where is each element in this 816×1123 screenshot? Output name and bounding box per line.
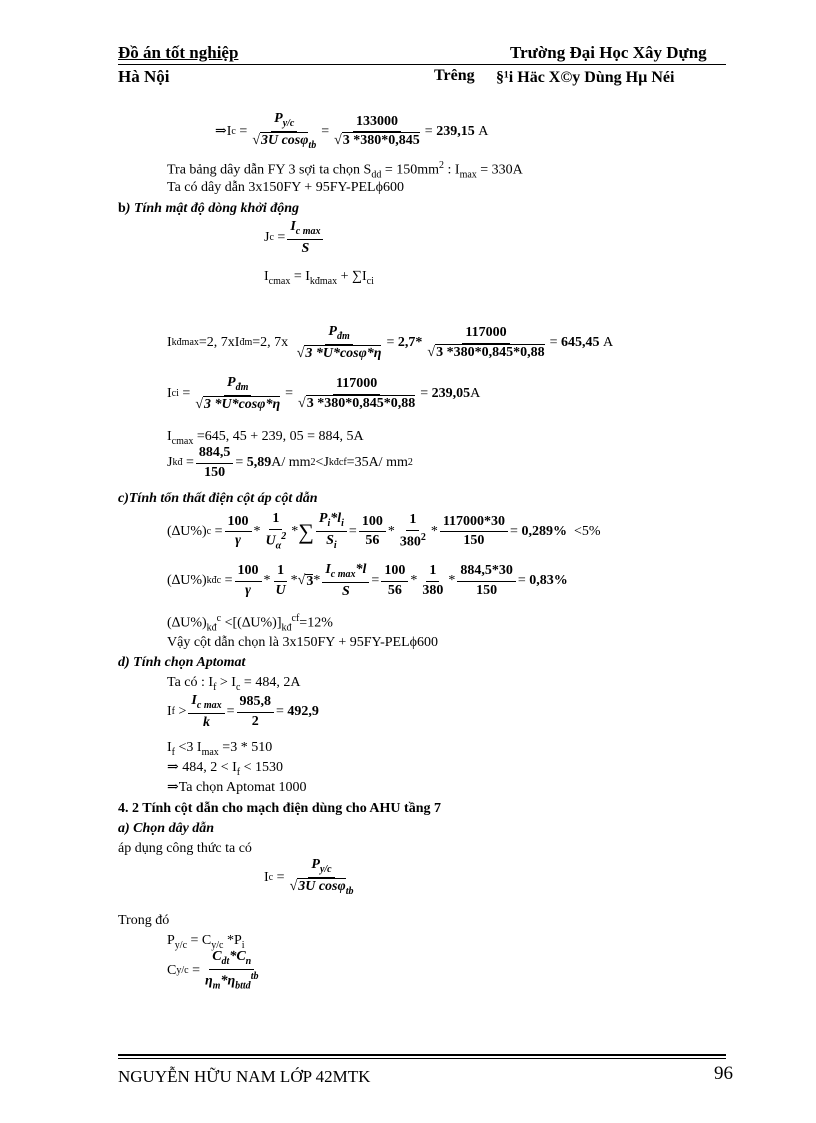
ta-co-if-line: Ta có : $I_f > I_c = 484$, 2A (167, 675, 301, 693)
delta-u-kd-equation: (∆U%) kđ c = $\frac{100}{\gamma}$ * $\frac{1}{U}$ *√ 3 * $\frac{I_{c max}*l}{S}$ = $\frac{100}{56}$ * $\frac{1}{380}$ * $\frac{884,5*30}{150}$ = 0,83% (167, 562, 568, 600)
if-3imax-line: $I_f <3$ $I_{max} =3 * 510$ (167, 740, 273, 758)
icmax-definition: $I_{cmax} = I_{kđmax} + \sum I_{ci}$ (264, 269, 374, 287)
footer-rule-thick (118, 1054, 726, 1056)
ikdmax-equation: I kđmax =2, 7xI đm =2, 7x $\frac{P_{đm}}{√3 *U*\cos\varphi*\eta}$ = 2,7* $\frac{117000}{√3 *380*0,845*0,88}$ = 645,45 A (167, 324, 614, 362)
header-right-line2b: §¹i Häc X©y Dùng Hµ Néi (496, 69, 675, 86)
icmax-calc-line: $I_{cmax} =645$, 45 + 239, 05 = 884, 5A (167, 429, 364, 447)
section-b-title: b) Tính mật độ dòng khởi động (118, 201, 300, 216)
ic2-equation: I c = $\frac{P_{y/c}}{√3U \cos\varphi_{tb}}$ (264, 857, 354, 898)
footer-author: NGUYỄN HỮU NAM LỚP 42MTK (118, 1067, 371, 1086)
jc-equation: J c = $\frac{I_{c max}}{S}$ (264, 220, 325, 257)
header-left-line2: Hà Nội (118, 67, 170, 86)
footer-page-number: 96 (714, 1063, 733, 1084)
vay-cot-line: Vậy cột dẫn chọn là 3x150FY + 95FY-PELϕ600 (167, 635, 438, 650)
header-left-line1: Đồ án tốt nghiệp (118, 43, 239, 62)
cyc-equation: C y/c = $\frac{C_{dt}*C_n}{\eta_m*\eta_{bttd}^{tb}}$ (167, 949, 259, 992)
header-right-line2a: Trêng (434, 67, 475, 84)
ta-chon-aptomat-line: ⇒Ta chọn Aptomat 1000 (167, 780, 307, 795)
section-d-title: d) Tính chọn Aptomat (118, 655, 246, 670)
ap-dung-line: áp dụng công thức ta có (118, 841, 252, 856)
section-a-title: a) Chọn dây dẫn (118, 821, 215, 836)
trong-do-line: Trong đó (118, 913, 170, 928)
section-4-2-title: 4. 2 Tính cột dẫn cho mạch điện dùng cho AHU tầng 7 (118, 801, 441, 816)
ici-equation: I ci = $\frac{P_{đm}}{√3 *U*\cos\varphi*\eta}$ = $\frac{117000}{√3 *380*0,845*0,88}$ = 239,05 A (167, 375, 481, 413)
if-range-line: ⇒ 484, $2 < I_f < 1530$ (167, 760, 284, 778)
footer-rule-thin (118, 1058, 726, 1059)
delta-u-equation: (∆U%) c = $\frac{100}{\gamma}$ * $\frac{1}{U_\alpha^2}$ * ∑ $\frac{P_i*l_i}{S_i}$ = $\frac{100}{56}$ * $\frac{1}{380^2}$ * $\frac{117000*30}{150}$ = 0,289% <5% (167, 511, 601, 552)
ta-co-day-line: Ta có dây dẫn 3x150FY + 95FY-PELϕ600 (167, 180, 404, 195)
header-rule (118, 64, 726, 65)
section-c-title: c)Tính tổn thất điện cột áp cột dẫn (118, 491, 318, 506)
if-equation: I f > $\frac{I_{c max}}{k}$ = $\frac{985,8}{2}$ = 492,9 (167, 693, 319, 731)
header-right-line1: Trường Đại Học Xây Dựng (510, 43, 707, 62)
delta-u-compare-line: $(\Delta U\%)_{kđ}^c <[(\Delta U\%)]_{kđ}^{cf}=12\%$ (167, 613, 333, 634)
ic-equation: ⇒I c = $\frac{P_{y/c}}{√3U \cos\varphi_{tb}}$ = $\frac{133000}{√3 *380*0,845}$ = 239,15 A (215, 111, 489, 152)
pyc-line: $P_{y/c} = C_{y/c}$ $*P_i$ (167, 933, 245, 951)
tra-bang-line: Tra bảng dây dẫn FY 3 sợi ta chọn $S_{dd} = 150mm^2$ : $I_{max} = 330A$ (167, 160, 523, 181)
jkd-equation: J kđ = $\frac{884,5}{150}$ = 5,89 A/ mm 2 <J kđ cf =35A/ mm 2 (167, 445, 413, 480)
